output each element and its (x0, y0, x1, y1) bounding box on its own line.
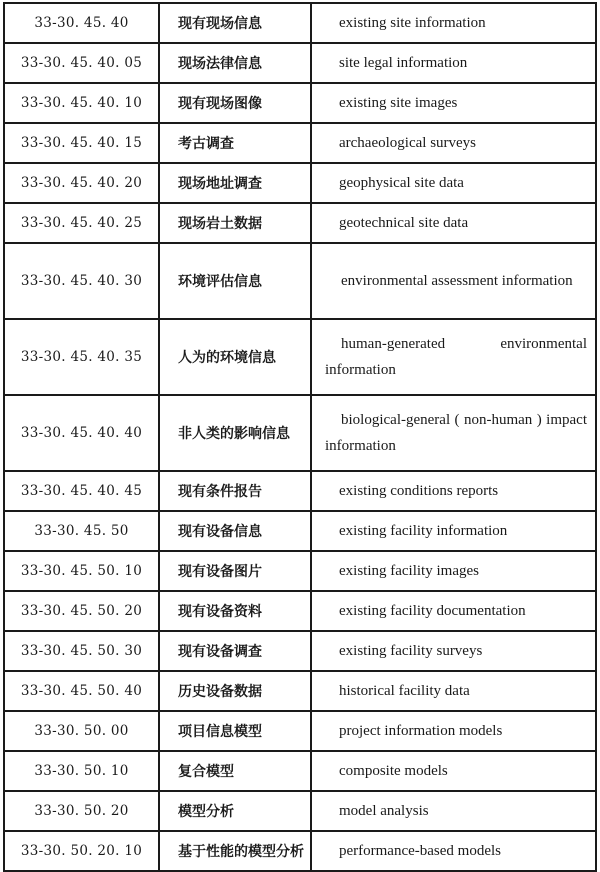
code-cell: 33-30. 45. 40. 35 (4, 319, 159, 395)
english-term-cell: existing conditions reports (311, 471, 596, 511)
table-row (4, 631, 596, 671)
table-row (4, 203, 596, 243)
code-cell: 33-30. 45. 50 (4, 511, 159, 551)
code-cell: 33-30. 50. 20. 10 (4, 831, 159, 871)
chinese-term-cell: 现场法律信息 (159, 43, 311, 83)
english-term-cell: existing facility surveys (311, 631, 596, 671)
english-term-cell: performance-based models (311, 831, 596, 871)
chinese-term-cell: 历史设备数据 (159, 671, 311, 711)
table-row (4, 751, 596, 791)
chinese-term-cell: 模型分析 (159, 791, 311, 831)
chinese-term-cell: 基于性能的模型分析 (159, 831, 311, 871)
code-cell: 33-30. 45. 40. 15 (4, 123, 159, 163)
chinese-term-cell: 现有现场图像 (159, 83, 311, 123)
code-cell: 33-30. 45. 40. 30 (4, 243, 159, 319)
english-term-cell: project information models (311, 711, 596, 751)
code-cell: 33-30. 45. 40. 40 (4, 395, 159, 471)
english-term-cell: biological-general ( non-human ) impact information (311, 395, 596, 471)
english-term-cell: existing facility information (311, 511, 596, 551)
code-cell: 33-30. 45. 40. 10 (4, 83, 159, 123)
table-row (4, 83, 596, 123)
classification-table (3, 2, 597, 872)
chinese-term-cell: 现有设备信息 (159, 511, 311, 551)
chinese-term-cell: 项目信息模型 (159, 711, 311, 751)
chinese-term-cell: 现有设备调查 (159, 631, 311, 671)
english-term-cell: geotechnical site data (311, 203, 596, 243)
chinese-term-cell: 考古调查 (159, 123, 311, 163)
chinese-term-cell: 现有设备资料 (159, 591, 311, 631)
table-row (4, 591, 596, 631)
chinese-term-cell: 非人类的影响信息 (159, 395, 311, 471)
table-row (4, 123, 596, 163)
code-cell: 33-30. 45. 50. 30 (4, 631, 159, 671)
chinese-term-cell: 现场岩土数据 (159, 203, 311, 243)
chinese-term-cell: 复合模型 (159, 751, 311, 791)
table-row (4, 471, 596, 511)
english-term-cell: environmental assessment information (311, 243, 596, 319)
english-term-cell: existing site images (311, 83, 596, 123)
english-term-cell: human-generated environmental information (311, 319, 596, 395)
code-cell: 33-30. 45. 50. 40 (4, 671, 159, 711)
english-term-cell: existing facility documentation (311, 591, 596, 631)
table-row (4, 395, 596, 471)
code-cell: 33-30. 45. 40. 20 (4, 163, 159, 203)
chinese-term-cell: 人为的环境信息 (159, 319, 311, 395)
table-row (4, 511, 596, 551)
code-cell: 33-30. 50. 20 (4, 791, 159, 831)
table-row (4, 163, 596, 203)
chinese-term-cell: 现有设备图片 (159, 551, 311, 591)
english-term-cell: archaeological surveys (311, 123, 596, 163)
chinese-term-cell: 现场地址调查 (159, 163, 311, 203)
english-term-cell: existing site information (311, 3, 596, 43)
table-row (4, 243, 596, 319)
table-row (4, 791, 596, 831)
table-row (4, 319, 596, 395)
table-row (4, 671, 596, 711)
english-term-cell: model analysis (311, 791, 596, 831)
code-cell: 33-30. 50. 10 (4, 751, 159, 791)
english-term-cell: existing facility images (311, 551, 596, 591)
english-term-cell: historical facility data (311, 671, 596, 711)
chinese-term-cell: 现有条件报告 (159, 471, 311, 511)
code-cell: 33-30. 45. 50. 10 (4, 551, 159, 591)
english-term-cell: geophysical site data (311, 163, 596, 203)
table-row (4, 3, 596, 43)
code-cell: 33-30. 45. 40. 25 (4, 203, 159, 243)
table-row (4, 551, 596, 591)
chinese-term-cell: 环境评估信息 (159, 243, 311, 319)
code-cell: 33-30. 45. 40. 05 (4, 43, 159, 83)
english-term-cell: site legal information (311, 43, 596, 83)
table-row (4, 43, 596, 83)
code-cell: 33-30. 45. 50. 20 (4, 591, 159, 631)
table-row (4, 711, 596, 751)
code-cell: 33-30. 45. 40. 45 (4, 471, 159, 511)
chinese-term-cell: 现有现场信息 (159, 3, 311, 43)
code-cell: 33-30. 45. 40 (4, 3, 159, 43)
table-row (4, 831, 596, 871)
english-term-cell: composite models (311, 751, 596, 791)
code-cell: 33-30. 50. 00 (4, 711, 159, 751)
